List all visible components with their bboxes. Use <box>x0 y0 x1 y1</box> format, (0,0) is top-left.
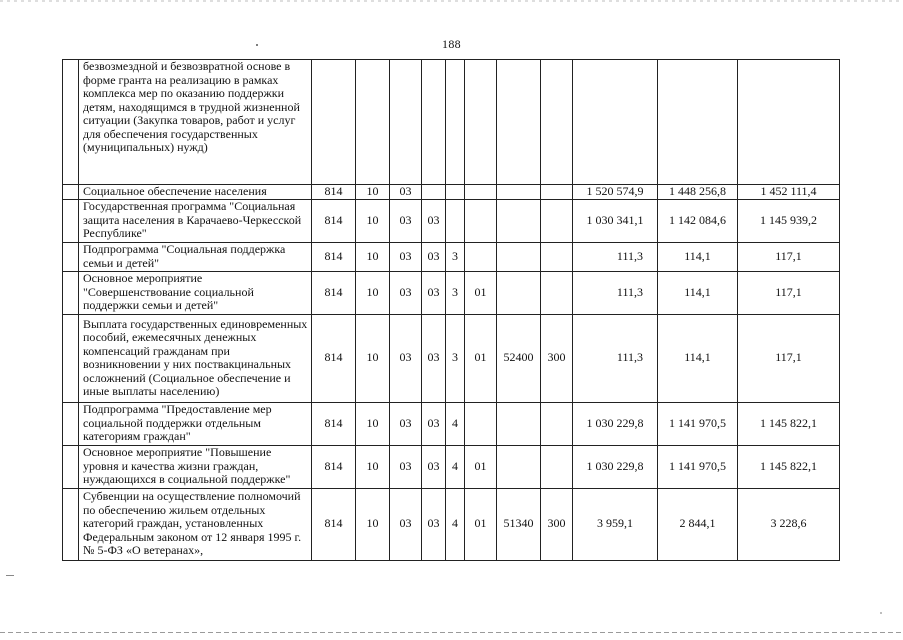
amount-y3-cell: 117,1 <box>738 271 840 314</box>
event-code-cell <box>465 185 497 200</box>
index-cell <box>63 314 79 402</box>
index-cell <box>63 185 79 200</box>
row-name-cell: Социальное обеспечение населения <box>79 185 312 200</box>
index-cell <box>63 445 79 488</box>
amount-y2-cell: 1 141 970,5 <box>658 402 738 445</box>
ministry-code-cell: 814 <box>312 402 356 445</box>
expense-type-cell: 300 <box>541 488 573 560</box>
subprogram-code-cell: 3 <box>446 314 465 402</box>
subprogram-code-cell: 4 <box>446 488 465 560</box>
ministry-code-cell: 814 <box>312 199 356 242</box>
amount-y2-cell: 1 142 084,6 <box>658 199 738 242</box>
table-row <box>63 60 840 185</box>
subprogram-code-cell: 3 <box>446 271 465 314</box>
event-code-cell <box>465 402 497 445</box>
section-code-cell: 10 <box>356 271 390 314</box>
program-code-cell <box>422 185 446 200</box>
row-name-cell: Подпрограмма "Предоставление мер социальной поддержки отдельным категориям граждан" <box>79 402 312 445</box>
expense-type-cell <box>541 185 573 200</box>
amount-y2-cell: 114,1 <box>658 242 738 271</box>
table-row <box>63 199 840 242</box>
subsection-code-cell: 03 <box>390 242 422 271</box>
program-code-cell: 03 <box>422 199 446 242</box>
subsection-code-cell: 03 <box>390 402 422 445</box>
expense-type-cell <box>541 445 573 488</box>
subsection-code-cell: 03 <box>390 445 422 488</box>
index-cell <box>63 60 79 185</box>
table-row <box>63 488 840 560</box>
section-code-cell: 10 <box>356 445 390 488</box>
index-cell <box>63 488 79 560</box>
expense-type-cell <box>541 60 573 185</box>
section-code-cell <box>356 60 390 185</box>
event-code-cell: 01 <box>465 488 497 560</box>
row-name-cell: Государственная программа "Социальная защита населения в Карачаево-Черкесской Республике" <box>79 199 312 242</box>
amount-y1-cell: 3 959,1 <box>573 488 658 560</box>
scan-margin-mark <box>6 575 14 576</box>
amount-y3-cell <box>738 60 840 185</box>
amount-y2-cell: 114,1 <box>658 271 738 314</box>
subsection-code-cell <box>390 60 422 185</box>
expense-type-cell <box>541 242 573 271</box>
amount-y3-cell: 1 145 822,1 <box>738 402 840 445</box>
subsection-code-cell: 03 <box>390 271 422 314</box>
event-code-cell: 01 <box>465 271 497 314</box>
table-row <box>63 445 840 488</box>
amount-y3-cell: 117,1 <box>738 314 840 402</box>
amount-y3-cell: 117,1 <box>738 242 840 271</box>
program-code-cell: 03 <box>422 242 446 271</box>
scan-speck <box>256 44 258 46</box>
table-row <box>63 402 840 445</box>
scan-top-edge <box>0 0 903 2</box>
amount-y3-cell: 1 145 939,2 <box>738 199 840 242</box>
row-name-cell: Основное мероприятие "Совершенствование социальной поддержки семьи и детей" <box>79 271 312 314</box>
expense-type-cell <box>541 199 573 242</box>
row-name-cell: Основное мероприятие "Повышение уровня и качества жизни граждан, нуждающихся в социальной поддержке" <box>79 445 312 488</box>
program-code-cell: 03 <box>422 445 446 488</box>
subprogram-code-cell: 3 <box>446 242 465 271</box>
scan-speck <box>880 612 882 614</box>
subprogram-code-cell <box>446 199 465 242</box>
event-code-cell <box>465 60 497 185</box>
direction-code-cell <box>497 271 541 314</box>
section-code-cell: 10 <box>356 402 390 445</box>
table-row <box>63 185 840 200</box>
event-code-cell: 01 <box>465 445 497 488</box>
expense-type-cell <box>541 402 573 445</box>
event-code-cell <box>465 199 497 242</box>
amount-y2-cell <box>658 60 738 185</box>
direction-code-cell: 52400 <box>497 314 541 402</box>
subprogram-code-cell <box>446 60 465 185</box>
ministry-code-cell: 814 <box>312 445 356 488</box>
amount-y2-cell: 1 448 256,8 <box>658 185 738 200</box>
row-name-cell: Субвенции на осуществление полномочий по обеспечению жильем отдельных категорий граждан, установленных Федеральным законом от 12 января 1995 г. № 5-ФЗ «О ветеранах», <box>79 488 312 560</box>
ministry-code-cell: 814 <box>312 185 356 200</box>
amount-y1-cell: 1 030 229,8 <box>573 445 658 488</box>
amount-y1-cell <box>573 60 658 185</box>
subsection-code-cell: 03 <box>390 185 422 200</box>
page-number: 188 <box>442 37 461 51</box>
ministry-code-cell: 814 <box>312 271 356 314</box>
program-code-cell: 03 <box>422 488 446 560</box>
direction-code-cell <box>497 199 541 242</box>
direction-code-cell <box>497 242 541 271</box>
table-row <box>63 271 840 314</box>
section-code-cell: 10 <box>356 314 390 402</box>
section-code-cell: 10 <box>356 185 390 200</box>
amount-y2-cell: 2 844,1 <box>658 488 738 560</box>
table-body <box>63 60 840 561</box>
program-code-cell: 03 <box>422 271 446 314</box>
amount-y2-cell: 1 141 970,5 <box>658 445 738 488</box>
ministry-code-cell: 814 <box>312 242 356 271</box>
amount-y3-cell: 1 452 111,4 <box>738 185 840 200</box>
section-code-cell: 10 <box>356 242 390 271</box>
direction-code-cell <box>497 402 541 445</box>
program-code-cell: 03 <box>422 402 446 445</box>
program-code-cell: 03 <box>422 314 446 402</box>
amount-y1-cell: 111,3 <box>573 314 658 402</box>
index-cell <box>63 242 79 271</box>
subprogram-code-cell: 4 <box>446 402 465 445</box>
index-cell <box>63 271 79 314</box>
event-code-cell <box>465 242 497 271</box>
table-row <box>63 242 840 271</box>
direction-code-cell: 51340 <box>497 488 541 560</box>
section-code-cell: 10 <box>356 199 390 242</box>
direction-code-cell <box>497 60 541 185</box>
subprogram-code-cell <box>446 185 465 200</box>
amount-y3-cell: 3 228,6 <box>738 488 840 560</box>
index-cell <box>63 402 79 445</box>
row-name-cell: Выплата государственных единовременных пособий, ежемесячных денежных компенсаций гражданам при возникновении у них поствакцинальных осложнений (Социальное обеспечение и иные выплаты населению) <box>79 314 312 402</box>
amount-y1-cell: 1 520 574,9 <box>573 185 658 200</box>
expense-type-cell: 300 <box>541 314 573 402</box>
amount-y1-cell: 1 030 229,8 <box>573 402 658 445</box>
row-name-cell: безвозмездной и безвозвратной основе в форме гранта на реализацию в рамках комплекса мер по оказанию поддержки детям, находящимся в трудной жизненной ситуации (Закупка товаров, работ и услуг для обеспечения государственных (муниципальных) нужд) <box>79 60 312 185</box>
row-name-cell: Подпрограмма "Социальная поддержка семьи и детей" <box>79 242 312 271</box>
amount-y1-cell: 111,3 <box>573 271 658 314</box>
amount-y3-cell: 1 145 822,1 <box>738 445 840 488</box>
amount-y1-cell: 111,3 <box>573 242 658 271</box>
scan-bottom-edge <box>0 632 903 633</box>
amount-y2-cell: 114,1 <box>658 314 738 402</box>
subsection-code-cell: 03 <box>390 488 422 560</box>
amount-y1-cell: 1 030 341,1 <box>573 199 658 242</box>
subprogram-code-cell: 4 <box>446 445 465 488</box>
program-code-cell <box>422 60 446 185</box>
table-row <box>63 314 840 402</box>
ministry-code-cell <box>312 60 356 185</box>
ministry-code-cell: 814 <box>312 314 356 402</box>
subsection-code-cell: 03 <box>390 199 422 242</box>
section-code-cell: 10 <box>356 488 390 560</box>
index-cell <box>63 199 79 242</box>
subsection-code-cell: 03 <box>390 314 422 402</box>
event-code-cell: 01 <box>465 314 497 402</box>
expense-type-cell <box>541 271 573 314</box>
ministry-code-cell: 814 <box>312 488 356 560</box>
direction-code-cell <box>497 185 541 200</box>
direction-code-cell <box>497 445 541 488</box>
budget-table <box>62 59 840 561</box>
